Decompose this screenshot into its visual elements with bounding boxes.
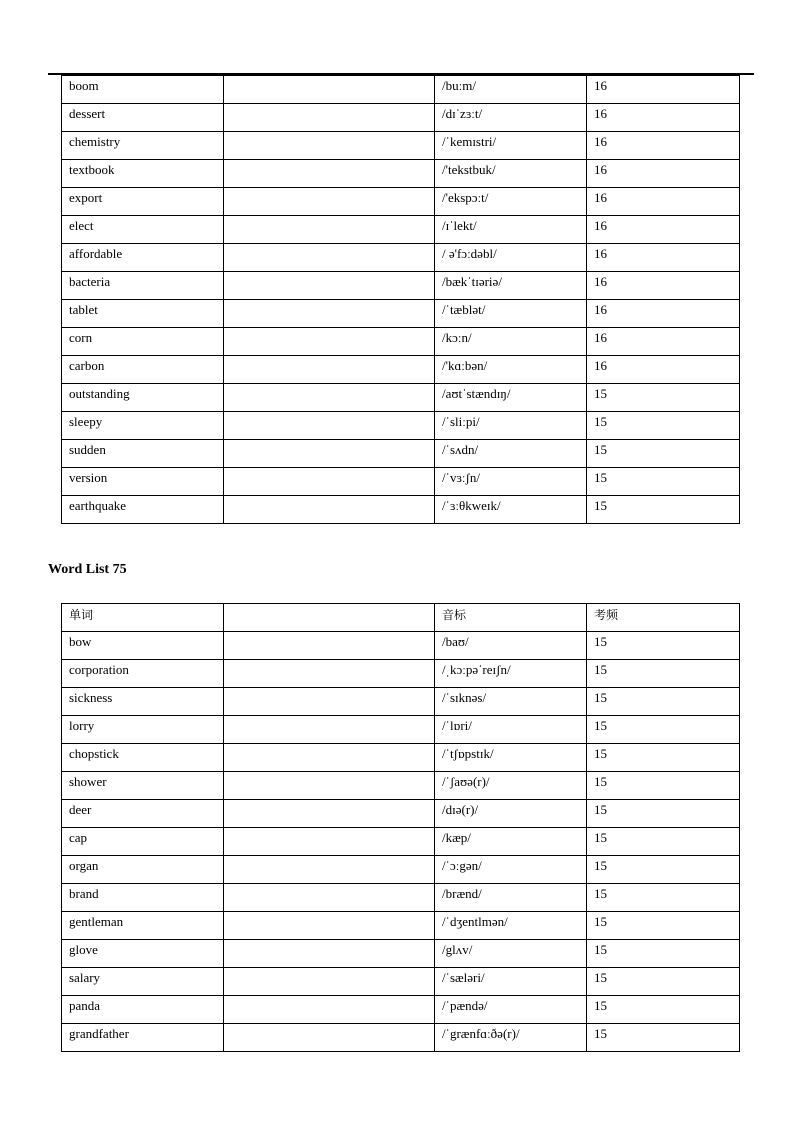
meaning-cell [224,828,435,856]
word-cell: deer [62,800,224,828]
meaning-cell [224,1024,435,1052]
table-row [62,1024,740,1052]
phonetic-cell: /buːm/ [435,76,587,104]
table-row [62,912,740,940]
frequency-cell: 15 [587,412,740,440]
word-cell: boom [62,76,224,104]
header-word: 单词 [62,604,224,632]
table-row [62,104,740,132]
table-row [62,160,740,188]
table-row [62,272,740,300]
table-row [62,716,740,744]
word-table-74 [61,75,740,524]
frequency-cell: 15 [587,1024,740,1052]
phonetic-cell: /ˈlɒri/ [435,716,587,744]
meaning-cell [224,272,435,300]
word-cell: corn [62,328,224,356]
word-cell: bacteria [62,272,224,300]
table-row [62,856,740,884]
word-cell: cap [62,828,224,856]
phonetic-cell: /ɪˈlekt/ [435,216,587,244]
phonetic-cell: /ˈkemɪstri/ [435,132,587,160]
table-row [62,468,740,496]
word-cell: grandfather [62,1024,224,1052]
phonetic-cell: /aʊtˈstændɪŋ/ [435,384,587,412]
phonetic-cell: /ˈpændə/ [435,996,587,1024]
meaning-cell [224,216,435,244]
table-row [62,884,740,912]
meaning-cell [224,996,435,1024]
table-row [62,356,740,384]
word-cell: outstanding [62,384,224,412]
frequency-cell: 16 [587,356,740,384]
frequency-cell: 15 [587,384,740,412]
phonetic-cell: /ˈɜːθkweɪk/ [435,496,587,524]
phonetic-cell: /ˈgrænfɑːðə(r)/ [435,1024,587,1052]
table-row [62,412,740,440]
table-row [62,188,740,216]
word-cell: export [62,188,224,216]
word-cell: affordable [62,244,224,272]
table-row [62,744,740,772]
meaning-cell [224,440,435,468]
table-row [62,800,740,828]
meaning-cell [224,632,435,660]
phonetic-cell: /ˈsɪknəs/ [435,688,587,716]
phonetic-cell: /ˈtʃɒpstɪk/ [435,744,587,772]
frequency-cell: 15 [587,744,740,772]
word-cell: elect [62,216,224,244]
word-cell: version [62,468,224,496]
table-row [62,772,740,800]
meaning-cell [224,772,435,800]
phonetic-cell: /ˈsliːpi/ [435,412,587,440]
table-header-row [62,604,740,632]
frequency-cell: 16 [587,104,740,132]
frequency-cell: 15 [587,912,740,940]
phonetic-cell: /ˈɔːgən/ [435,856,587,884]
frequency-cell: 15 [587,968,740,996]
word-cell: corporation [62,660,224,688]
word-cell: sudden [62,440,224,468]
frequency-cell: 16 [587,216,740,244]
frequency-cell: 15 [587,496,740,524]
phonetic-cell: /'kɑːbən/ [435,356,587,384]
table-row [62,828,740,856]
word-cell: salary [62,968,224,996]
frequency-cell: 15 [587,660,740,688]
meaning-cell [224,160,435,188]
frequency-cell: 15 [587,800,740,828]
meaning-cell [224,76,435,104]
frequency-cell: 15 [587,688,740,716]
meaning-cell [224,300,435,328]
word-cell: organ [62,856,224,884]
phonetic-cell: /'ekspɔːt/ [435,188,587,216]
meaning-cell [224,884,435,912]
section-title: Word List 75 [48,562,127,577]
word-cell: textbook [62,160,224,188]
meaning-cell [224,688,435,716]
meaning-cell [224,800,435,828]
frequency-cell: 15 [587,884,740,912]
phonetic-cell: /kɔːn/ [435,328,587,356]
frequency-cell: 15 [587,716,740,744]
phonetic-cell: /glʌv/ [435,940,587,968]
meaning-cell [224,104,435,132]
table-row [62,440,740,468]
word-cell: sleepy [62,412,224,440]
table-row [62,300,740,328]
frequency-cell: 15 [587,632,740,660]
phonetic-cell: /brænd/ [435,884,587,912]
frequency-cell: 16 [587,132,740,160]
phonetic-cell: /ˈdʒentlmən/ [435,912,587,940]
meaning-cell [224,188,435,216]
word-cell: chopstick [62,744,224,772]
table-row [62,496,740,524]
word-cell: lorry [62,716,224,744]
table-row [62,968,740,996]
table-row [62,328,740,356]
meaning-cell [224,496,435,524]
word-cell: gentleman [62,912,224,940]
phonetic-cell: /ˌkɔːpəˈreɪʃn/ [435,660,587,688]
frequency-cell: 16 [587,300,740,328]
word-cell: tablet [62,300,224,328]
meaning-cell [224,132,435,160]
phonetic-cell: /baʊ/ [435,632,587,660]
table-row [62,660,740,688]
table-row [62,216,740,244]
phonetic-cell: /kæp/ [435,828,587,856]
table-row [62,384,740,412]
meaning-cell [224,384,435,412]
phonetic-cell: /ˈʃaʊə(r)/ [435,772,587,800]
meaning-cell [224,660,435,688]
word-cell: dessert [62,104,224,132]
word-cell: sickness [62,688,224,716]
word-cell: glove [62,940,224,968]
word-cell: panda [62,996,224,1024]
frequency-cell: 15 [587,940,740,968]
meaning-cell [224,744,435,772]
frequency-cell: 16 [587,272,740,300]
phonetic-cell: /dɪˈzɜːt/ [435,104,587,132]
phonetic-cell: /ˈsæləri/ [435,968,587,996]
phonetic-cell: /ˈtæblət/ [435,300,587,328]
phonetic-cell: /ˈvɜːʃn/ [435,468,587,496]
phonetic-cell: / ə'fɔːdəbl/ [435,244,587,272]
phonetic-cell: /ˈsʌdn/ [435,440,587,468]
frequency-cell: 16 [587,160,740,188]
meaning-cell [224,328,435,356]
meaning-cell [224,968,435,996]
meaning-cell [224,468,435,496]
meaning-cell [224,912,435,940]
phonetic-cell: /bækˈtɪəriə/ [435,272,587,300]
frequency-cell: 16 [587,328,740,356]
meaning-cell [224,412,435,440]
word-cell: brand [62,884,224,912]
frequency-cell: 15 [587,996,740,1024]
table-row [62,632,740,660]
frequency-cell: 15 [587,468,740,496]
frequency-cell: 15 [587,772,740,800]
phonetic-cell: /'tekstbuk/ [435,160,587,188]
word-table-75-body [62,604,740,1052]
phonetic-cell: /dɪə(r)/ [435,800,587,828]
word-cell: chemistry [62,132,224,160]
table-row [62,132,740,160]
frequency-cell: 16 [587,76,740,104]
table-row [62,244,740,272]
word-cell: carbon [62,356,224,384]
table-row [62,688,740,716]
table-row [62,76,740,104]
meaning-cell [224,244,435,272]
header-meaning [224,604,435,632]
word-cell: shower [62,772,224,800]
table-row [62,996,740,1024]
header-phonetic: 音标 [435,604,587,632]
meaning-cell [224,356,435,384]
frequency-cell: 15 [587,856,740,884]
meaning-cell [224,856,435,884]
frequency-cell: 16 [587,244,740,272]
meaning-cell [224,940,435,968]
word-table-74-body [62,76,740,524]
table-row [62,940,740,968]
word-cell: earthquake [62,496,224,524]
header-frequency: 考频 [587,604,740,632]
frequency-cell: 15 [587,828,740,856]
word-table-75 [61,603,740,1052]
word-cell: bow [62,632,224,660]
frequency-cell: 16 [587,188,740,216]
frequency-cell: 15 [587,440,740,468]
meaning-cell [224,716,435,744]
